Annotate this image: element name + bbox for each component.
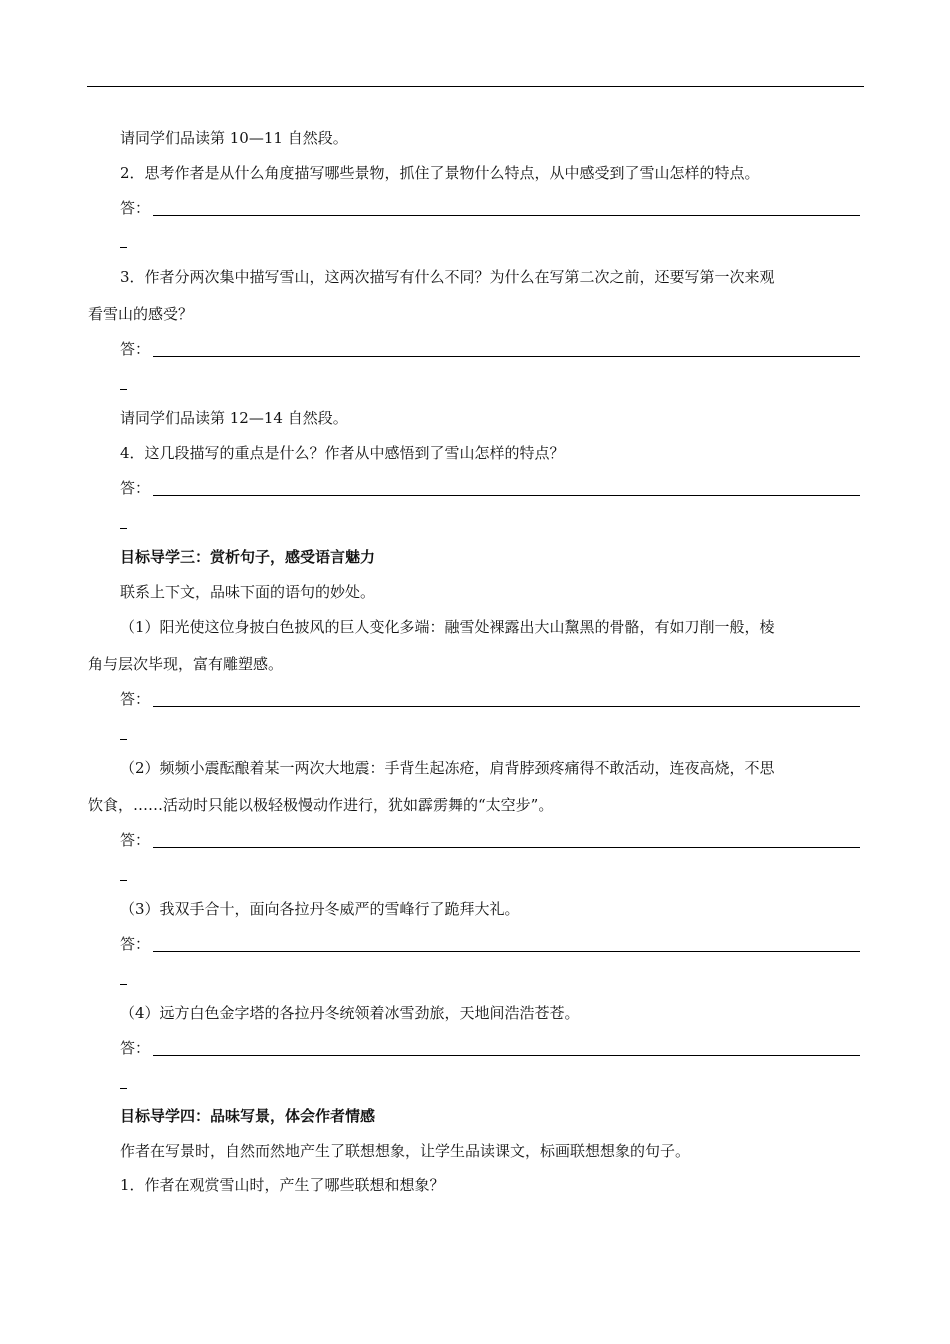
answer-field-q4[interactable] — [120, 478, 860, 500]
answer-line — [153, 706, 860, 707]
sentence-2-line-1: （2）频频小震酝酿着某一两次大地震：手背生起冻疮，肩背脖颈疼痛得不敢活动，连夜高烧，不思 — [120, 759, 775, 777]
answer-label: 答： — [120, 340, 151, 358]
answer-continuation-mark — [120, 880, 127, 881]
answer-continuation-mark — [120, 247, 127, 248]
answer-continuation-mark — [120, 739, 127, 740]
reading-instruction-12-14: 请同学们品读第 12—14 自然段。 — [120, 409, 348, 427]
sentence-1-line-2: 角与层次毕现，富有雕塑感。 — [88, 655, 284, 673]
answer-line — [153, 495, 860, 496]
section-4-heading: 目标导学四：品味写景，体会作者情感 — [120, 1107, 376, 1125]
section-3-heading: 目标导学三：赏析句子，感受语言魅力 — [120, 548, 376, 566]
answer-line — [153, 356, 860, 357]
answer-line — [153, 847, 860, 848]
question-3-line-1: 3．作者分两次集中描写雪山，这两次描写有什么不同？为什么在写第二次之前，还要写第一次来观 — [120, 268, 775, 286]
answer-field-s4[interactable] — [120, 1038, 860, 1060]
question-2: 2．思考作者是从什么角度描写哪些景物，抓住了景物什么特点，从中感受到了雪山怎样的特点。 — [120, 164, 760, 182]
answer-label: 答： — [120, 199, 151, 217]
answer-field-s2[interactable] — [120, 830, 860, 852]
header-rule — [87, 86, 864, 87]
question-4: 4．这几段描写的重点是什么？作者从中感悟到了雪山怎样的特点？ — [120, 444, 565, 462]
sentence-3: （3）我双手合十，面向各拉丹冬威严的雪峰行了跪拜大礼。 — [120, 900, 520, 918]
answer-line — [153, 951, 860, 952]
answer-label: 答： — [120, 479, 151, 497]
section-3-intro: 联系上下文，品味下面的语句的妙处。 — [120, 583, 376, 601]
answer-field-s3[interactable] — [120, 934, 860, 956]
answer-continuation-mark — [120, 984, 127, 985]
question-1: 1．作者在观赏雪山时，产生了哪些联想和想象？ — [120, 1176, 445, 1194]
answer-field-s1[interactable] — [120, 689, 860, 711]
sentence-2-line-2: 饮食，……活动时只能以极轻极慢动作进行，犹如霹雳舞的“太空步”。 — [88, 796, 554, 814]
sentence-1-line-1: （1）阳光使这位身披白色披风的巨人变化多端：融雪处裸露出大山黧黑的骨骼，有如刀削一般，棱 — [120, 618, 775, 636]
answer-field-q2[interactable] — [120, 198, 860, 220]
answer-continuation-mark — [120, 1088, 127, 1089]
answer-line — [153, 215, 860, 216]
answer-continuation-mark — [120, 389, 127, 390]
sentence-4: （4）远方白色金字塔的各拉丹冬统领着冰雪劲旅，天地间浩浩苍苍。 — [120, 1004, 580, 1022]
answer-label: 答： — [120, 1039, 151, 1057]
answer-label: 答： — [120, 831, 151, 849]
answer-label: 答： — [120, 935, 151, 953]
reading-instruction-10-11: 请同学们品读第 10—11 自然段。 — [120, 129, 348, 147]
question-3-line-2: 看雪山的感受？ — [88, 305, 194, 323]
answer-label: 答： — [120, 690, 151, 708]
answer-field-q3[interactable] — [120, 339, 860, 361]
section-4-intro: 作者在写景时，自然而然地产生了联想想象，让学生品读课文，标画联想想象的句子。 — [120, 1142, 691, 1160]
answer-line — [153, 1055, 860, 1056]
answer-continuation-mark — [120, 528, 127, 529]
